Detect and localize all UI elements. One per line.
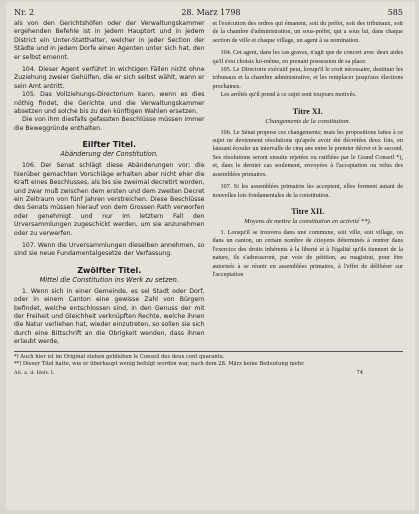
title-12-subtitle: Mittel die Constitution ins Werk zu setzen. (39, 275, 179, 284)
page-footer (14, 369, 403, 377)
article-1: 1. Wenn sich in einer Gemeinde, es sei Stadt oder Dorf, oder in einem Canton eine gewisse Zahl von Bürgern befindet, welche entschlossen sind, in den Genuss der mit der Freiheit und Gleichheit verknüpften Rechte, welche ihnen die Natur verliehen hat, wieder einzutreten, so sollen sie sich durch eine Bittschrift an die Obrigkeit wenden, dass ihnen erlaubt werde, (14, 287, 205, 346)
article-104: 104. Dieser Agent verführt in wichtigen Fällen nicht ohne Zuziehung zweier Gehülfen, die er sich selbst wählt, wann er sein Amt antritt. (14, 66, 205, 90)
running-head (14, 8, 403, 18)
title-12-heading: Titre XII. (291, 206, 325, 216)
article-107: 107. Wenn die Urversammlungen dieselben annehmen, so sind sie neue Fundamentalgesetze der Verfassung. (14, 241, 205, 258)
title-12-heading: Zwölfter Titel. (77, 265, 142, 275)
title-11-subtitle: Changements de la constitution. (265, 117, 351, 125)
page-number-top: 585 (387, 8, 403, 17)
document-page (6, 2, 415, 510)
title-11-heading: Eilfter Titel. (82, 140, 137, 150)
title-11-heading: Titre XI. (292, 106, 323, 116)
french-column (213, 20, 404, 347)
footnote-1: *) Auch hier ist im Original stehen geblieben le Conseil des deux cent quarante. (14, 353, 225, 360)
footnote-2: **) Dieser Titel hatte, wie er überhaupt wenig befolgt worden war, nach dem 28. März keine Bedeutung mehr. (14, 360, 305, 367)
article-105: 105. Le Directoire exécutif peut, lorsqu'il le croit nécessaire, destituer les tribunaux et la chambre administrative, et les remplacer jusqu'aux élections prochaines. (212, 66, 403, 90)
article-105-note: Die von ihm diesfalls gefassten Beschlüsse müssen immer die Beweggründe enthalten. (14, 116, 205, 132)
article-106: 106. Le Sénat propose ces changements; mais les propositions faites à ce sujet ne deviennent résolutions qu'après avoir été décrétées deux fois, en laissant écouler un intervalle de cinq ans entre le premier décret et le second. Ses résolutions seront ensuite rejetées ou ratifiées par le Grand Conseil *), et, dans le dernier cas seulement, envoyées à l'acceptation ou refus des assemblées primaires. (212, 128, 403, 178)
printer-signature: AS. a. d. Helv. I. (14, 369, 55, 376)
issue-number: Nr. 2 (14, 8, 35, 17)
article-107: 107. Si les assemblées primaires les acceptent, elles forment autant de nouvelles lois fondamentales de la constitution. (212, 183, 403, 199)
article-1: 1. Lorsqu'il se trouvera dans une commune, soit ville, soit village, ou dans un canton, un certain nombre de citoyens déterminés à rentrer dans l'exercice des droits inhérents à la liberté et à l'égalité qu'ils tiennent de la nature, ils s'adresseront, par voie de pétition, au magistrat, pour être autorisés à se réunir en assemblées primaires, à l'effet de délibérer sur l'acceptation (212, 228, 403, 278)
article-104: 104. Cet agent, dans les cas graves, n'agit que de concert avec deux aides qu'il s'est choisis lui-même, en prenant possession de sa place. (212, 49, 403, 65)
two-column-body (14, 20, 403, 347)
date-header: 28. Marz 1798 (181, 8, 241, 17)
german-column (14, 20, 205, 347)
sheet-number: 74 (356, 369, 363, 376)
footnotes (14, 351, 403, 368)
article-106: 106. Der Senat schlägt diese Abänderungen vor; die hierüber gemachten Vorschläge erhalten aber nicht eher die Kraft eines Beschlusses, als bis sie zweimal decretirt worden, und zwar muß zwischen dem ersten und dem zweiten Decret ein Zeitraum von fünf Jahren verstreichen. Diese Beschlüsse des Senats müssen hierauf von dem Grossen Rath verworfen oder genehmigt und nur im letztern Fall den Urversammlungen zugeschickt werden, um sie anzunehmen oder zu verwerfen. (14, 162, 205, 237)
title-11-subtitle: Abänderung der Constitution. (60, 150, 159, 159)
title-12-subtitle: Moyens de mettre la constitution en activité **). (244, 217, 372, 225)
article-105: 105. Das Vollziehungs-Directorium kann, wenn es dies nöthig findet, die Gerichte und die Verwaltungskammer absetzen und solche bis zu den künftigen Wahlen ersetzen. (14, 91, 205, 116)
article-105-note: Les arrêtés qu'il prend à ce sujet sont toujours motivés. (220, 91, 357, 99)
paragraph-continued: et l'exécution des ordres qui émanent, soit du préfet, soit des tribunaux, soit de la chambre d'administration, un sous-préfet, qui a sous lui, dans chaque section de ville et chaque village, un agent à sa nomination. (212, 20, 403, 44)
paragraph-continued: als von den Gerichtshöfen oder der Verwaltungskammer ergehenden Befehle ist in jedem Hauptort und in jedem District ein Unter-Statthalter, welcher in jeder Section der Städte und in jedem Dorfe einen Agenten unter sich hat, den er selbst ernennt. (14, 20, 205, 61)
